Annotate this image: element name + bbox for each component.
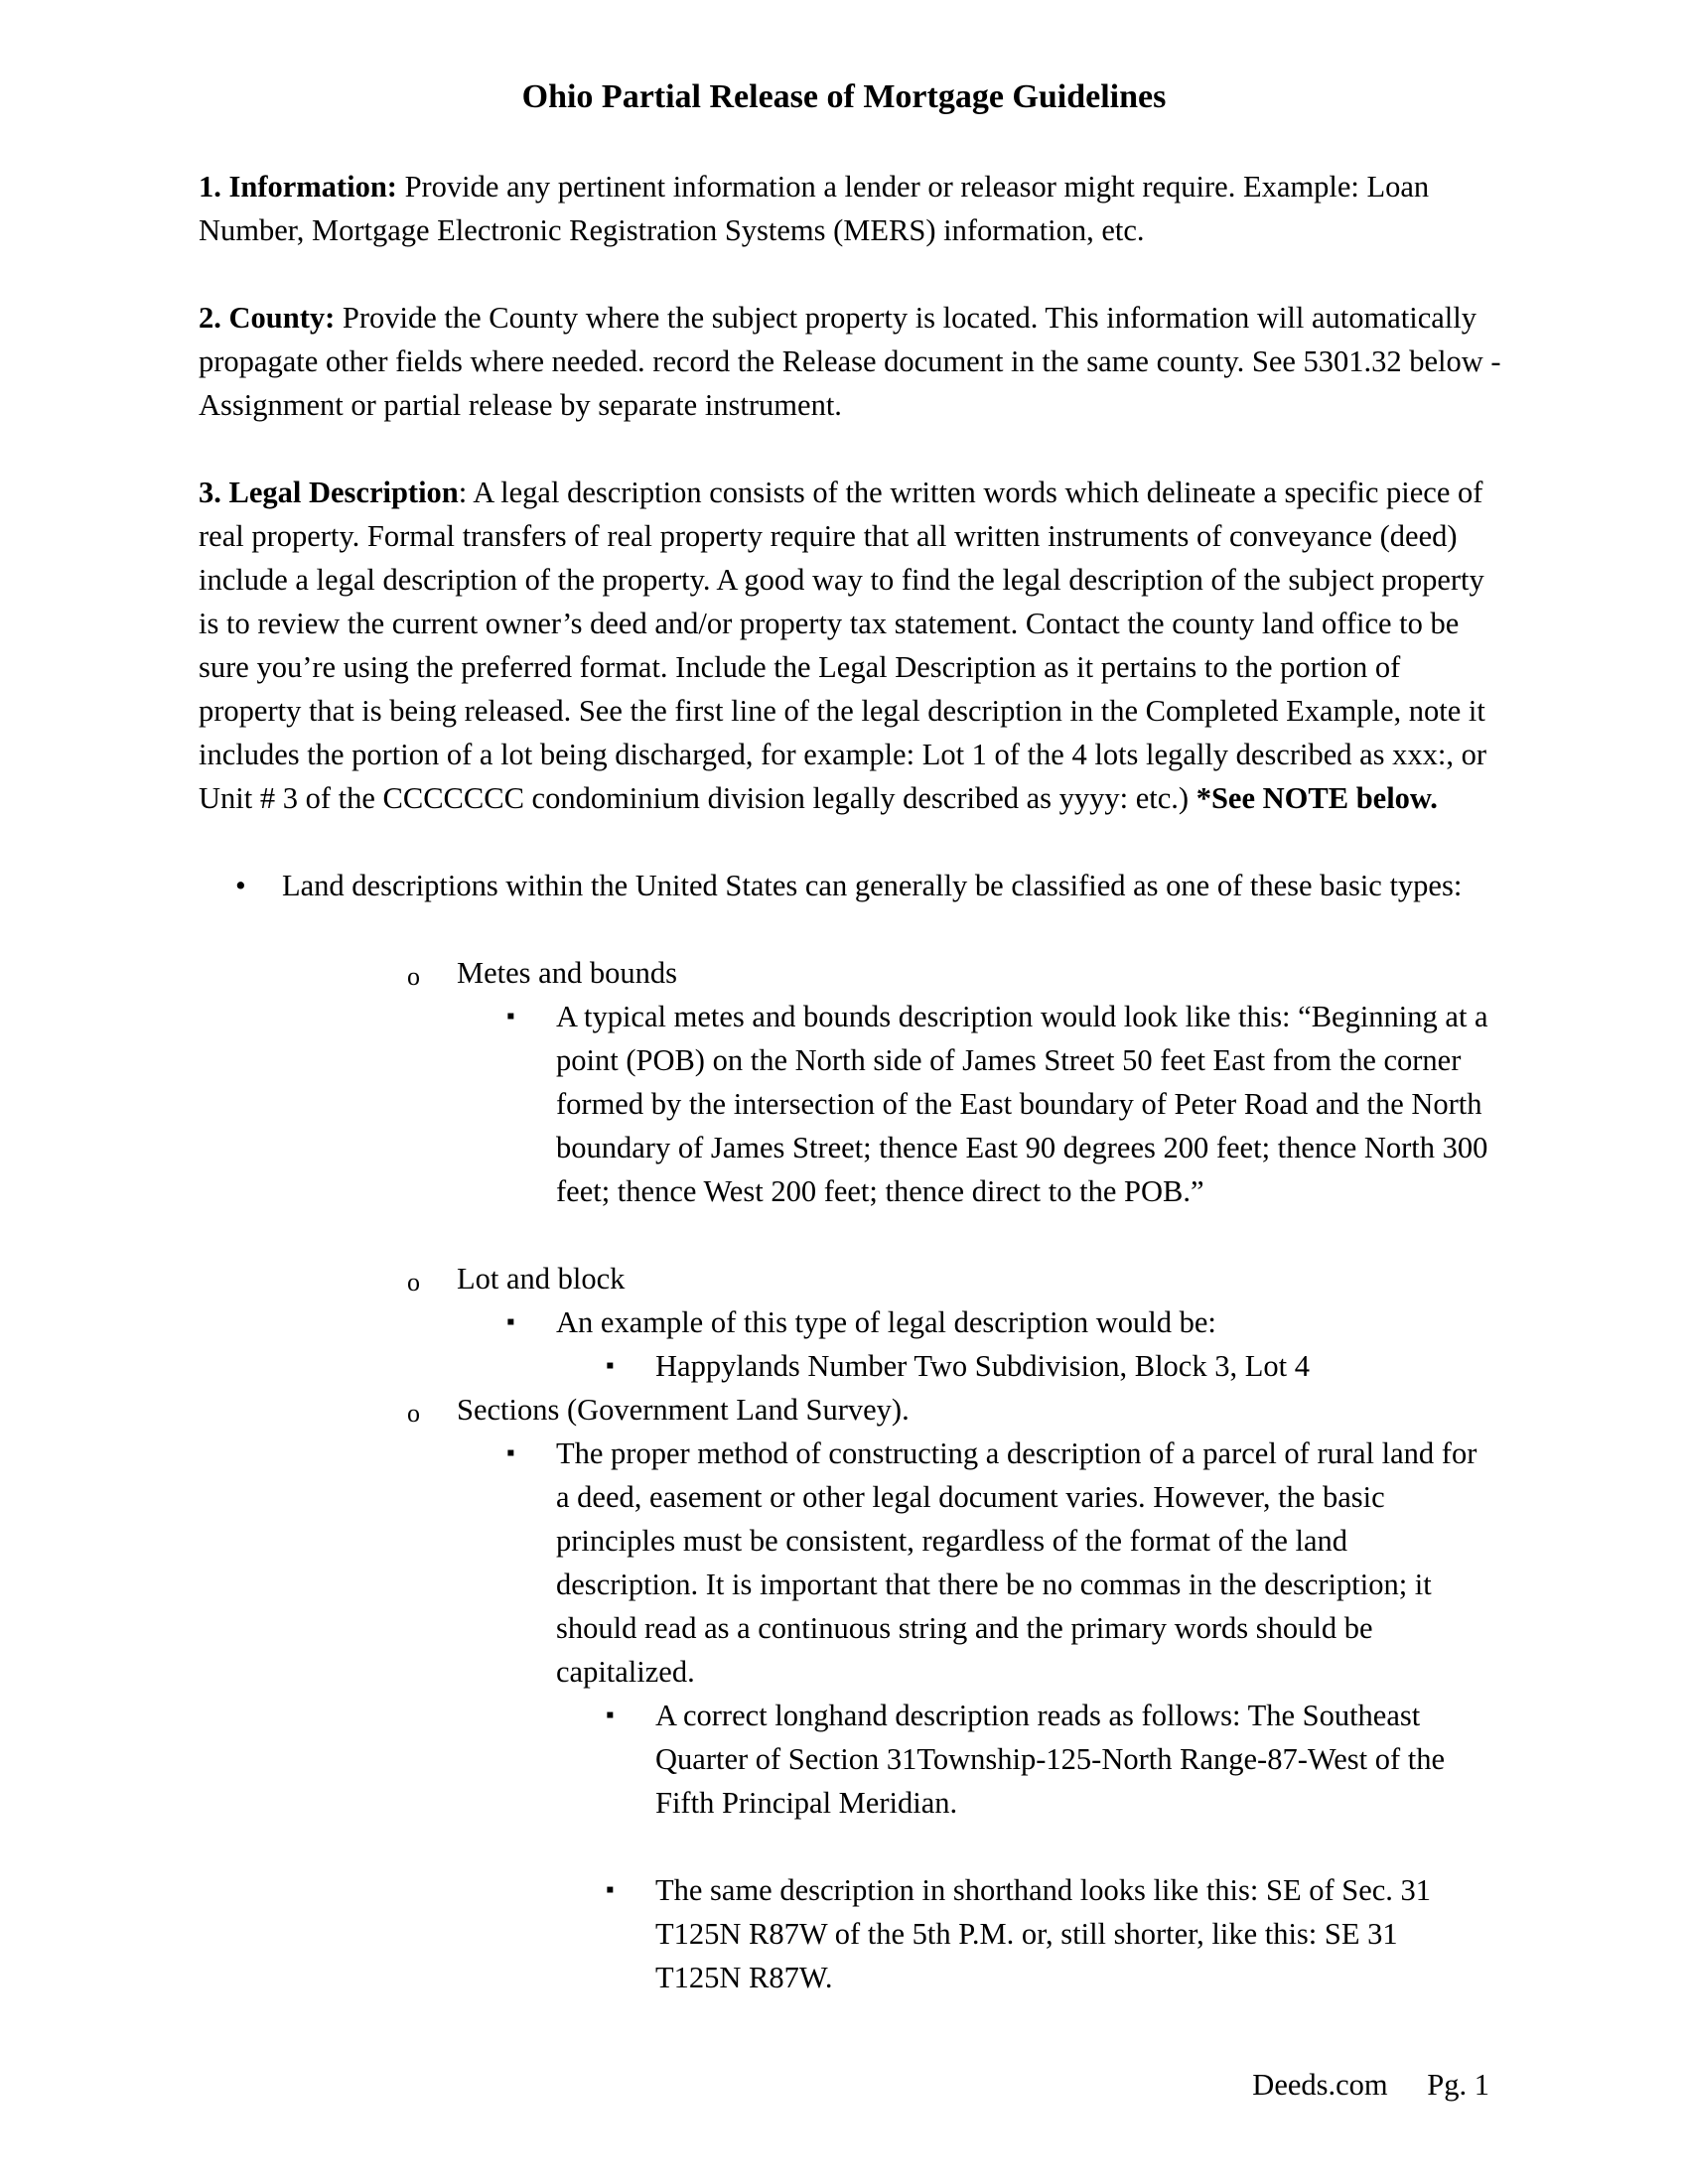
circle-marker: o xyxy=(407,1399,420,1428)
lot-example: Happylands Number Two Subdivision, Block 3, Lot 4 xyxy=(655,1349,1310,1383)
shorthand-description: The same description in shorthand looks like this: SE of Sec. 31 T125N R87W of the 5th P.M. or, still shorter, like this: SE 31 T125N R87W. xyxy=(655,1873,1432,1994)
list-item-sections: Sections (Government Land Survey). xyxy=(457,1393,910,1427)
section-label: 3. Legal Description xyxy=(199,476,459,509)
list-item-lot-and-block: Lot and block xyxy=(457,1262,626,1296)
footer-site: Deeds.com xyxy=(1252,2068,1388,2102)
circle-marker: o xyxy=(407,1268,420,1297)
square-marker: ▪ xyxy=(606,1353,615,1379)
lot-description: An example of this type of legal description would be: xyxy=(556,1305,1216,1339)
page-number: Pg. 1 xyxy=(1427,2068,1489,2102)
metes-description: A typical metes and bounds description would look like this: “Beginning at a point (POB) on the North side of James Street 50 feet East from the corner formed by the intersection of the East boundary of Peter Road and the North boundary of James Street; thence East 90 degrees 200 feet; thence North 300 feet; thence West 200 feet; thence direct to the POB.” xyxy=(556,1000,1488,1208)
section-label: 2. County: xyxy=(199,301,336,335)
list-item-metes-and-bounds: Metes and bounds xyxy=(457,956,677,990)
square-marker: ▪ xyxy=(506,1309,515,1335)
section-legal-description xyxy=(199,471,1509,820)
square-marker: ▪ xyxy=(606,1877,615,1903)
square-marker: ▪ xyxy=(606,1703,615,1728)
square-marker: ▪ xyxy=(506,1440,515,1466)
section-text: : A legal description consists of the written words which delineate a specific piece of real property. Formal transfers of real property require that all written instruments of conveyance (deed) include a legal description of the property. A good way to find the legal description of the subject property is to review the current owner’s deed and/or property tax statement. Contact the county land office to be sure you’re using the preferred format. Include the Legal Description as it pertains to the portion of property that is being released. See the first line of the legal description in the Completed Example, note it includes the portion of a lot being discharged, for example: Lot 1 of the 4 lots legally described as xxx:, or Unit # 3 of the CCCCCCC condominium division legally described as yyyy: etc.) xyxy=(199,476,1487,815)
page-title: Ohio Partial Release of Mortgage Guidelines xyxy=(521,78,1167,115)
section-text: Provide the County where the subject property is located. This information will automatically propagate other fields where needed. record the Release document in the same county. See 5301.32 below - Assignment or partial release by separate instrument. xyxy=(199,301,1501,422)
longhand-description: A correct longhand description reads as follows: The Southeast Quarter of Section 31Township-125-North Range-87-West of the Fifth Principal Meridian. xyxy=(655,1699,1445,1820)
circle-marker: o xyxy=(407,962,420,991)
bullet-marker: • xyxy=(235,869,246,902)
page-footer xyxy=(1172,2063,1489,2107)
square-marker: ▪ xyxy=(506,1004,515,1029)
section-information xyxy=(199,165,1509,252)
see-note: *See NOTE below. xyxy=(1196,781,1438,815)
section-text: Provide any pertinent information a lender or releasor might require. Example: Loan Number, Mortgage Electronic Registration Systems (MERS) information, etc. xyxy=(199,170,1430,247)
list-item-land-descriptions: Land descriptions within the United States can generally be classified as one of these basic types: xyxy=(282,869,1463,902)
section-label: 1. Information: xyxy=(199,170,397,204)
section-county xyxy=(199,296,1509,427)
sections-description: The proper method of constructing a description of a parcel of rural land for a deed, easement or other legal document varies. However, the basic principles must be consistent, regardless of the format of the land description. It is important that there be no commas in the description; it should read as a continuous string and the primary words should be capitalized. xyxy=(556,1436,1477,1689)
